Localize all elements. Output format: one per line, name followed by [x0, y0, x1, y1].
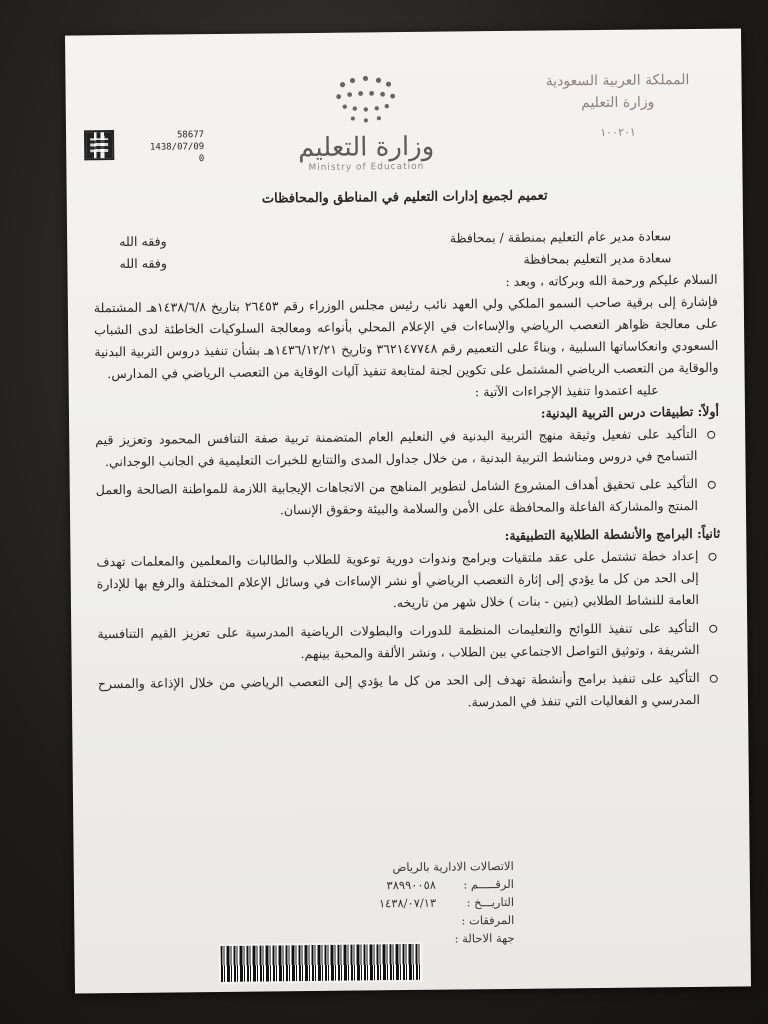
section-title: ثانياً: البرامج والأنشطة الطلابية التطبيقية:	[504, 525, 721, 543]
document-page	[65, 28, 751, 993]
stamp-value: ٣٨٩٩٠٠٥٨	[386, 877, 436, 893]
document-meta	[84, 129, 204, 170]
doc-extra: 0	[198, 154, 205, 165]
doc-date: 1438/07/09	[149, 142, 205, 153]
blessing-line: وفقه الله	[119, 233, 167, 250]
section-title: أولاً: تطبيقات درس التربية البدنية:	[540, 403, 720, 421]
stamp-label: المرفقات :	[461, 912, 515, 928]
document-numbers	[144, 129, 204, 166]
greeting: السلام عليكم ورحمة الله وبركاته ، وبعد :	[505, 271, 718, 289]
registry-stamp	[264, 857, 515, 950]
section-list	[95, 423, 720, 524]
logo-dots-icon	[320, 70, 411, 131]
stamp-label: التاريـــخ :	[466, 894, 515, 910]
stamp-title: الاتصالات الادارية بالرياض	[392, 858, 514, 875]
addressee-line: سعادة مدير عام التعليم بمنطقة / بمحافظة	[449, 228, 672, 246]
list-item: التأكيد على تنفيذ برامج وأنشطة تهدف إلى الحد من كل ما يؤدي إلى التعصب الرياضي من خلال الإذاعة والمسرح المدرسي و الفعاليات التي تنفذ في المدرسة.	[98, 667, 700, 717]
intro-paragraph: فإشارة إلى برقية صاحب السمو الملكي ولي العهد نائب رئيس مجلس الوزراء رقم ٢٦٤٥٣ بتاريخ ١٤٣٨/٦/٨هـ المشتملة على معالجة ظواهر التعصب الرياضي والإساءات في الإعلام المحلي بأنواعه ومعالجة السلوكيات الخاطئة لدى الشباب السعودي وانعكاساتها السلبية ، وبناءً على التعميم رقم ٣٦٢١٤٧٧٤٨ وتاريخ ١٤٣٦/١٢/٢١هـ بشأن تنفيذ دروس التربية البدنية والوقاية من التعصب الرياضي المشتمل على تكوين لجنة لمتابعة تنفيذ آليات الوقاية من التعصب الرياضي في المدارس.	[93, 293, 719, 382]
doc-number: 58677	[176, 130, 205, 141]
list-item: التأكيد على تفعيل وثيقة منهج التربية البدنية في التعليم العام المتضمنة تربية صفة التنافس المحمود وتعزيز قيم التسامح في دروس ومناشط التربية البدنية ، من خلال جداول المدى والتتابع للخبرات التعليمية في الجانب الوجداني.	[95, 423, 697, 473]
ministry-logo	[270, 69, 461, 181]
reference-code: ١٠٠٢٠١	[600, 125, 636, 139]
addressee-line: سعادة مدير التعليم بمحافظة	[523, 250, 672, 267]
logo-wordmark: وزارة التعليم	[297, 131, 435, 164]
list-item: التأكيد على تنفيذ اللوائح والتعليمات المنظمة للدورات والبطولات الرياضية المدرسية على تعزيز القيم التنافسية الشريفة ، وتوثيق التواصل الاجتماعي بين الطلاب ، ونشر الألفة والمحبة بينهم.	[97, 617, 699, 667]
qr-code-icon	[84, 130, 114, 160]
letterhead-ministry	[517, 69, 718, 145]
stamp-label: الرقـــــم :	[463, 876, 514, 892]
document-subject: تعميم لجميع إدارات التعليم في المناطق والمحافظات	[261, 188, 548, 207]
section-list	[96, 545, 722, 718]
list-item: التأكيد على تحقيق أهداف المشروع الشامل لتطوير المناهج من الاتجاهات الإيجابية اللازمة للمواطنة الصالحة والعمل المنتج والمشاركة الفاعلة والمحافظة على الأمن والسلامة والبيئة وحقوق الإنسان.	[96, 473, 698, 523]
stamp-label: جهة الاحالة :	[454, 930, 515, 946]
intro-closing: عليه اعتمدوا تنفيذ الإجراءات الآتية :	[474, 382, 659, 400]
blessing-line: وفقه الله	[119, 255, 167, 272]
document-body	[93, 225, 722, 724]
country-name: المملكة العربية السعودية	[545, 72, 690, 90]
ministry-name: وزارة التعليم	[581, 94, 655, 112]
barcode-icon	[219, 942, 423, 984]
logo-subtext: Ministry of Education	[308, 161, 425, 174]
stamp-value: ١٤٣٨/٠٧/١٣	[378, 895, 437, 911]
list-item: إعداد خطة تشتمل على عقد ملتقيات وبرامج وندوات دورية توعوية للطلاب والطالبات والمعلمين والمعلمات تهدف إلى الحد من كل ما يؤدي إلى إثارة التعصب الرياضي أو نشر الإساءات في وسائل الإعلام المختلفة والرفع بها للإدارة العامة للنشاط الطلابي (بنين - بنات ) خلال شهر من تاريخه.	[96, 545, 699, 617]
